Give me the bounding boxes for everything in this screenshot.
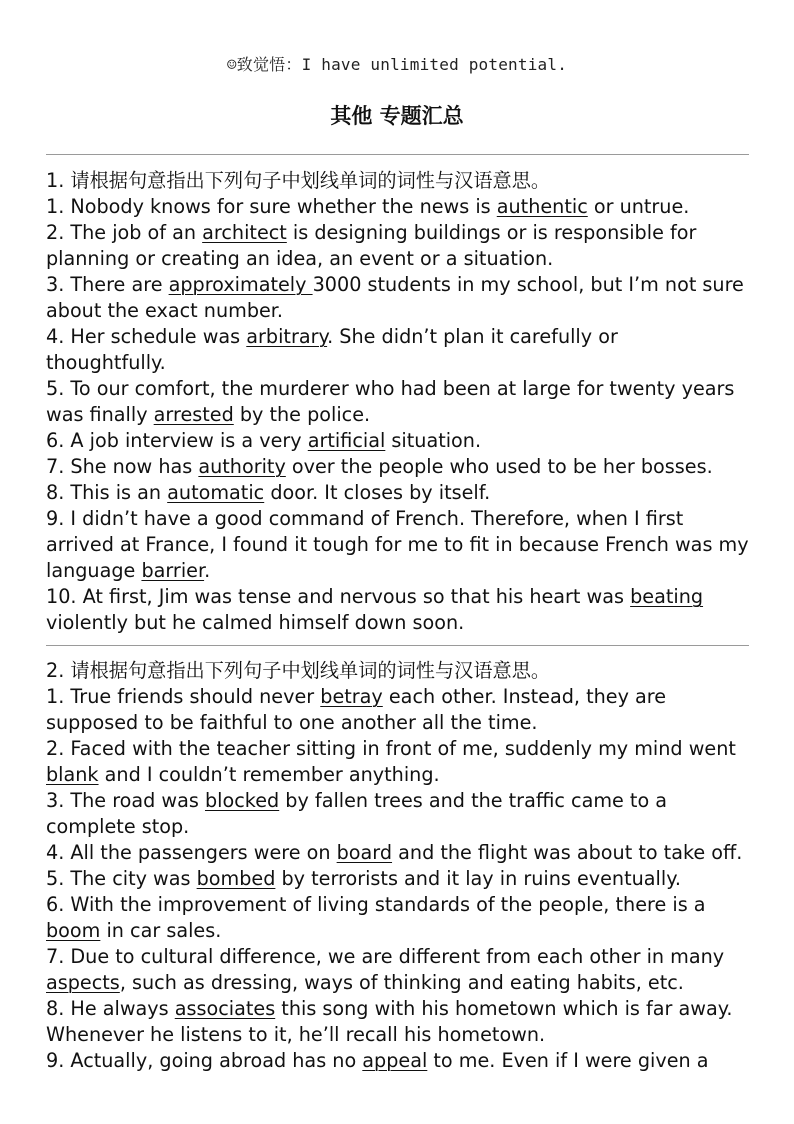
sentence-line xyxy=(46,194,756,220)
sentence-line xyxy=(46,220,756,246)
sentence-text: situation. xyxy=(385,429,482,452)
sentence-line xyxy=(46,402,756,428)
sentence-text: 5. To our comfort, the murderer who had been at large for twenty years xyxy=(46,377,735,400)
sentence-text: 3000 students in my school, but I’m not sure xyxy=(312,273,744,296)
sentence-line xyxy=(46,970,756,996)
underlined-word: beating xyxy=(630,585,704,608)
sentence-text: 2. Faced with the teacher sitting in front of me, suddenly my mind went xyxy=(46,737,736,760)
underlined-word: arrested xyxy=(153,403,234,426)
sentence-text: 6. A job interview is a very xyxy=(46,429,308,452)
underlined-word: betray xyxy=(320,685,383,708)
sentence-text: in car sales. xyxy=(100,919,222,942)
sentence-line xyxy=(46,480,756,506)
sentence-line xyxy=(46,684,756,710)
underlined-word: blank xyxy=(46,763,99,786)
sentence-text: to me. Even if I were given a xyxy=(427,1049,709,1072)
divider xyxy=(46,645,749,646)
underlined-word: artificial xyxy=(307,429,386,452)
underlined-word: board xyxy=(336,841,393,864)
underlined-word: authentic xyxy=(496,195,588,218)
sentence-line xyxy=(46,584,756,610)
sentence-text: and I couldn’t remember anything. xyxy=(98,763,440,786)
underlined-word: boom xyxy=(46,919,101,942)
sentence-line xyxy=(46,996,756,1022)
sentence-text: supposed to be faithful to one another all the time. xyxy=(46,711,538,734)
sentence-text: by fallen trees and the traffic came to a xyxy=(279,789,668,812)
underlined-word: barrier xyxy=(141,559,205,582)
sentence-line xyxy=(46,814,756,840)
sentence-line xyxy=(46,762,756,788)
sentence-text: 8. This is an xyxy=(46,481,168,504)
sentence-text: 6. With the improvement of living standards of the people, there is a xyxy=(46,893,706,916)
sentence-text: by the police. xyxy=(233,403,371,426)
section-heading: 1. 请根据句意指出下列句子中划线单词的词性与汉语意思。 xyxy=(46,169,551,192)
sentence-text: 4. Her schedule was xyxy=(46,325,247,348)
sentence-line xyxy=(46,866,756,892)
sentence-line xyxy=(46,454,756,480)
sentence-line xyxy=(46,376,756,402)
sentence-line xyxy=(46,428,756,454)
sentence-line xyxy=(46,892,756,918)
section-heading: 2. 请根据句意指出下列句子中划线单词的词性与汉语意思。 xyxy=(46,659,551,682)
sentence-text: 7. She now has xyxy=(46,455,199,478)
divider xyxy=(46,154,749,155)
sentence-text: 10. At first, Jim was tense and nervous so that his heart was xyxy=(46,585,631,608)
sentence-text: 1. True friends should never xyxy=(46,685,321,708)
sentence-text: arrived at France, I found it tough for me to fit in because French was my xyxy=(46,533,749,556)
underlined-word: blocked xyxy=(204,789,280,812)
sentence-text: door. It closes by itself. xyxy=(264,481,491,504)
sentence-line xyxy=(46,1048,756,1074)
sentence-line xyxy=(46,944,756,970)
sentence-text: 8. He always xyxy=(46,997,175,1020)
exercise-section-2 xyxy=(46,658,756,1074)
sentence-text: or untrue. xyxy=(587,195,690,218)
underlined-word: arbitrary xyxy=(246,325,328,348)
underlined-word: automatic xyxy=(167,481,265,504)
sentence-text: 4. All the passengers were on xyxy=(46,841,337,864)
sentence-line xyxy=(46,710,756,736)
sentence-text: each other. Instead, they are xyxy=(382,685,667,708)
sentence-line xyxy=(46,788,756,814)
sentence-text: and the flight was about to take off. xyxy=(392,841,743,864)
sentence-line xyxy=(46,506,756,532)
sentence-text: language xyxy=(46,559,142,582)
page-title: 其他 专题汇总 xyxy=(330,104,464,128)
sentence-line xyxy=(46,532,756,558)
sentence-text: was finally xyxy=(46,403,154,426)
motto-text: ☺致觉悟：I have unlimited potential. xyxy=(226,55,568,74)
sentence-text: 1. Nobody knows for sure whether the news is xyxy=(46,195,497,218)
exercise-section-1 xyxy=(46,168,756,636)
sentence-text: 9. Actually, going abroad has no xyxy=(46,1049,363,1072)
sentence-line xyxy=(46,610,756,636)
sentence-text: violently but he calmed himself down soon. xyxy=(46,611,465,634)
sentence-line xyxy=(46,298,756,324)
sentence-text: 2. The job of an xyxy=(46,221,203,244)
sentence-text: 3. The road was xyxy=(46,789,205,812)
underlined-word: aspects xyxy=(46,971,120,994)
sentence-text: . xyxy=(204,559,211,582)
sentence-line xyxy=(46,350,756,376)
sentence-line xyxy=(46,736,756,762)
sentence-text: is designing buildings or is responsible for xyxy=(286,221,697,244)
sentence-text: 9. I didn’t have a good command of French. Therefore, when I first xyxy=(46,507,684,530)
sentence-text: thoughtfully. xyxy=(46,351,166,374)
sentence-text: complete stop. xyxy=(46,815,190,838)
sentence-text: 7. Due to cultural difference, we are different from each other in many xyxy=(46,945,725,968)
sentence-text: planning or creating an idea, an event or a situation. xyxy=(46,247,554,270)
sentence-text: 3. There are xyxy=(46,273,169,296)
underlined-word: bombed xyxy=(196,867,276,890)
sentence-line xyxy=(46,558,756,584)
underlined-word: appeal xyxy=(362,1049,428,1072)
sentence-text: this song with his hometown which is far away. xyxy=(275,997,733,1020)
underlined-word: authority xyxy=(198,455,286,478)
underlined-word: architect xyxy=(202,221,287,244)
sentence-text: about the exact number. xyxy=(46,299,284,322)
sentence-line xyxy=(46,840,756,866)
sentence-text: Whenever he listens to it, he’ll recall his hometown. xyxy=(46,1023,546,1046)
sentence-line xyxy=(46,1022,756,1048)
sentence-line xyxy=(46,324,756,350)
underlined-word: associates xyxy=(174,997,276,1020)
sentence-text: over the people who used to be her bosses. xyxy=(285,455,713,478)
sentence-text: , such as dressing, ways of thinking and eating habits, etc. xyxy=(119,971,684,994)
sentence-text: 5. The city was xyxy=(46,867,197,890)
sentence-text: by terrorists and it lay in ruins eventually. xyxy=(275,867,681,890)
sentence-line xyxy=(46,918,756,944)
sentence-text: . She didn’t plan it carefully or xyxy=(327,325,618,348)
sentence-line xyxy=(46,246,756,272)
underlined-word: approximately xyxy=(168,273,313,296)
sentence-line xyxy=(46,272,756,298)
